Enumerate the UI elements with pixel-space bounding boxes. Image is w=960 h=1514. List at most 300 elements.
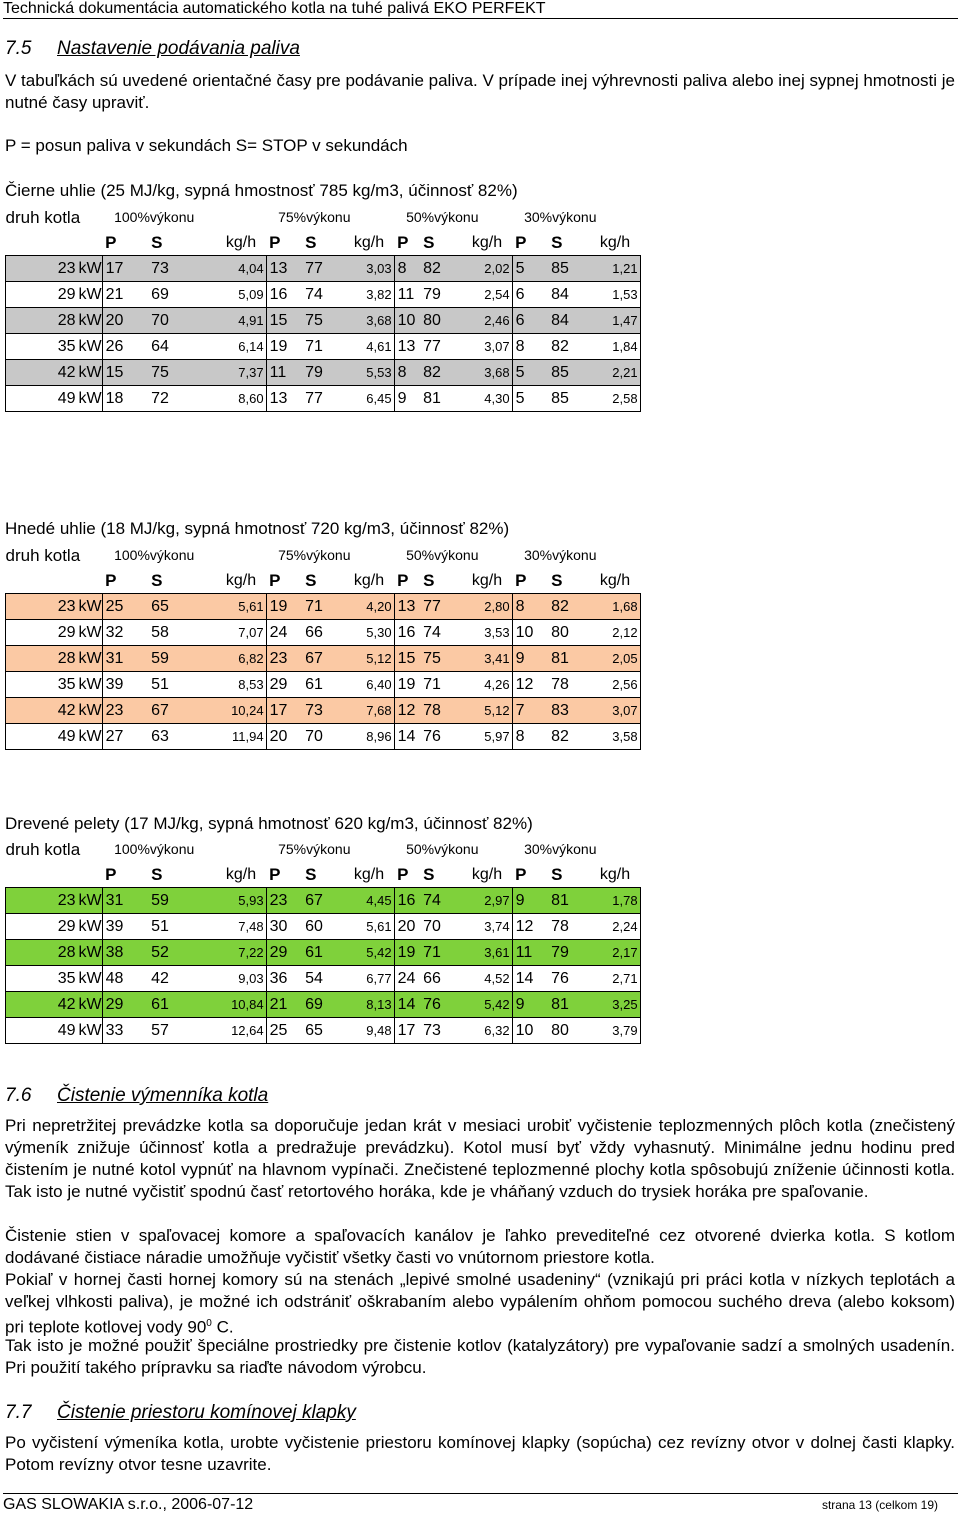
kgh-value: 5,97: [454, 724, 512, 750]
boiler-power-value: 49: [6, 386, 76, 412]
kgh-value: 2,12: [582, 620, 640, 646]
s-value: 42: [148, 966, 186, 992]
kgh-value: 5,53: [336, 360, 394, 386]
p-column-header: P: [269, 865, 281, 884]
p-value: 15: [394, 646, 420, 672]
table-row: [6, 386, 641, 412]
kgh-value: 10,84: [186, 992, 266, 1018]
p-value: 8: [512, 724, 548, 750]
p-value: 16: [394, 888, 420, 914]
p-value: 9: [394, 386, 420, 412]
s-value: 66: [302, 620, 336, 646]
p-value: 20: [394, 914, 420, 940]
p-column-header: P: [269, 571, 281, 590]
s-value: 85: [548, 256, 582, 282]
kgh-value: 8,96: [336, 724, 394, 750]
s-value: 73: [302, 698, 336, 724]
paragraph-7-6-a: Pri nepretržitej prevádzke kotla sa doporučuje jedan krát v mesiaci urobiť vyčistenie teplozmenných plôch kotla (znečistený výmeník znižuje účinnosť kotla a predražuje prevádzku). Kotol musí byť vždy vyhasnutý. Minimálne jednu hodinu pred čistením je nutné kotol vypnúť na hlavnom vypínači. Znečistené teplozmenné plochy kotla spôsobujú zníženie účinnosti kotla. Tak isto je nutné vyčistiť spodnú časť retortového horáka, kde je vháňaný vzduch do trysiek horáka pre spaľovanie.: [5, 1116, 955, 1201]
power-level-label: 30%výkonu: [524, 841, 597, 857]
kgh-column-header: kg/h: [225, 234, 257, 251]
s-value: 71: [302, 334, 336, 360]
kw-unit: kW: [76, 940, 103, 966]
s-column-header: S: [305, 571, 317, 590]
p-value: 20: [102, 308, 148, 334]
kgh-value: 6,14: [186, 334, 266, 360]
p-value: 48: [102, 966, 148, 992]
kgh-column-header: kg/h: [599, 234, 631, 251]
header-row-units: [6, 862, 641, 888]
paragraph-7-6-d: Tak isto je možné použiť špeciálne prostriedky pre čistenie kotlov (katalyzátory) pre vypaľovanie sadzí a smolných usadenín. Pri použití takého prípravku sa riaďte návodom výrobcu.: [5, 1336, 955, 1377]
kgh-value: 5,61: [186, 594, 266, 620]
kgh-value: 1,21: [582, 256, 640, 282]
p-value: 30: [266, 914, 302, 940]
s-value: 76: [420, 724, 454, 750]
kgh-column-header: kg/h: [599, 866, 631, 883]
kgh-value: 1,78: [582, 888, 640, 914]
s-value: 77: [420, 594, 454, 620]
table-row: [6, 724, 641, 750]
p-value: 17: [394, 1018, 420, 1044]
s-value: 75: [420, 646, 454, 672]
p-value: 23: [266, 888, 302, 914]
s-column-header: S: [305, 865, 317, 884]
boiler-power-value: 35: [6, 334, 76, 360]
p-value: 18: [102, 386, 148, 412]
s-value: 78: [548, 914, 582, 940]
s-value: 82: [548, 334, 582, 360]
s-value: 70: [420, 914, 454, 940]
s-value: 80: [420, 308, 454, 334]
section-title: Čistenie výmenníka kotla: [57, 1085, 269, 1106]
power-level-label: 30%výkonu: [524, 209, 597, 225]
p-value: 32: [102, 620, 148, 646]
table-2-title: Hnedé uhlie (18 MJ/kg, sypná hmotnosť 720 kg/m3, účinnosť 82%): [5, 519, 510, 538]
s-value: 76: [548, 966, 582, 992]
kgh-value: 7,68: [336, 698, 394, 724]
s-value: 69: [302, 992, 336, 1018]
table-row: [6, 594, 641, 620]
p-value: 5: [512, 360, 548, 386]
kgh-value: 5,09: [186, 282, 266, 308]
s-column-header: S: [551, 865, 563, 884]
kgh-value: 8,60: [186, 386, 266, 412]
kgh-value: 3,07: [454, 334, 512, 360]
s-column-header: S: [423, 233, 435, 252]
section-7-5-heading: [5, 38, 300, 60]
s-value: 81: [548, 646, 582, 672]
s-column-header: S: [551, 571, 563, 590]
s-value: 73: [420, 1018, 454, 1044]
s-value: 61: [302, 940, 336, 966]
s-value: 74: [302, 282, 336, 308]
p-column-header: P: [515, 233, 527, 252]
legend-line: P = posun paliva v sekundách S= STOP v sekundách: [5, 136, 408, 155]
p-column-header: P: [515, 865, 527, 884]
power-level-label: 75%výkonu: [278, 547, 351, 563]
kgh-value: 4,61: [336, 334, 394, 360]
boiler-power-value: 23: [6, 594, 76, 620]
s-value: 74: [420, 888, 454, 914]
kgh-value: 5,93: [186, 888, 266, 914]
s-value: 79: [302, 360, 336, 386]
footer-page-number: strana 13 (celkom 19): [821, 1498, 938, 1512]
kgh-value: 6,77: [336, 966, 394, 992]
table-row: [6, 282, 641, 308]
boiler-power-value: 29: [6, 620, 76, 646]
p-value: 23: [102, 698, 148, 724]
power-level-label: 75%výkonu: [278, 209, 351, 225]
paragraph-7-6-c: Pokiaľ v hornej časti hornej komory sú na stenách „lepivé smolné usadeniny“ (vznikajú pri práci kotla v nízkych teplotách a veľkej vlhkosti paliva), je možné ich odstrániť oškrabaním alebo vypálením ohňom pomocou suchého dreva (alebo koksom) pri teplote kotlovej vody $90^0$ C.: [5, 1270, 955, 1337]
empty-header-cell: [6, 862, 103, 888]
degree-superscript: 0: [206, 1318, 212, 1329]
paragraph-7-7: Po vyčistení výmeníka kotla, urobte vyčistenie priestoru komínovej klapky (sopúcha) cez revízny otvor v dolnej časti klapky. Potom revízny otvor tesne uzavrite.: [5, 1433, 955, 1474]
kw-unit: kW: [76, 724, 103, 750]
header-row-units: [6, 230, 641, 256]
section-7-7-heading: [5, 1402, 356, 1424]
kgh-value: 3,79: [582, 1018, 640, 1044]
s-value: 82: [420, 360, 454, 386]
kw-unit: kW: [76, 992, 103, 1018]
header-row-power: [6, 543, 641, 568]
kgh-value: 2,24: [582, 914, 640, 940]
kw-unit: kW: [76, 334, 103, 360]
s-value: 71: [302, 594, 336, 620]
s-value: 81: [420, 386, 454, 412]
p-value: 12: [512, 672, 548, 698]
empty-header-cell: [6, 230, 103, 256]
kgh-value: 7,07: [186, 620, 266, 646]
p-value: 25: [102, 594, 148, 620]
page-footer: [3, 1493, 958, 1514]
table-row: [6, 940, 641, 966]
s-value: 65: [148, 594, 186, 620]
s-value: 79: [548, 940, 582, 966]
p-value: 39: [102, 914, 148, 940]
s-value: 85: [548, 386, 582, 412]
table-row: [6, 672, 641, 698]
power-level-label: 50%výkonu: [406, 841, 479, 857]
kgh-column-header: kg/h: [471, 866, 503, 883]
s-value: 70: [148, 308, 186, 334]
p-value: 19: [394, 940, 420, 966]
boiler-power-value: 28: [6, 646, 76, 672]
s-value: 84: [548, 308, 582, 334]
p-value: 6: [512, 282, 548, 308]
s-value: 82: [548, 594, 582, 620]
kw-unit: kW: [76, 308, 103, 334]
kgh-value: 4,26: [454, 672, 512, 698]
kgh-value: 7,37: [186, 360, 266, 386]
s-value: 67: [302, 646, 336, 672]
p-value: 10: [512, 620, 548, 646]
p-column-header: P: [397, 865, 409, 884]
kgh-value: 2,54: [454, 282, 512, 308]
p-column-header: P: [105, 571, 117, 590]
kgh-value: 7,48: [186, 914, 266, 940]
kgh-value: 6,82: [186, 646, 266, 672]
s-value: 76: [420, 992, 454, 1018]
kgh-column-header: kg/h: [225, 866, 257, 883]
kgh-value: 4,45: [336, 888, 394, 914]
p-column-header: P: [397, 233, 409, 252]
s-value: 57: [148, 1018, 186, 1044]
table-row: [6, 646, 641, 672]
kgh-value: 5,61: [336, 914, 394, 940]
kgh-value: 9,48: [336, 1018, 394, 1044]
kgh-column-header: kg/h: [599, 572, 631, 589]
power-level-label: 50%výkonu: [406, 547, 479, 563]
kgh-column-header: kg/h: [471, 234, 503, 251]
kgh-value: 3,68: [336, 308, 394, 334]
druh-kotla-label: druh kotla: [5, 546, 81, 565]
s-value: 63: [148, 724, 186, 750]
p-column-header: P: [105, 865, 117, 884]
table-row: [6, 620, 641, 646]
p-value: 15: [102, 360, 148, 386]
footer-company-date: GAS SLOWAKIA s.r.o., 2006-07-12: [3, 1496, 254, 1513]
power-level-label: 100%výkonu: [114, 841, 195, 857]
kw-unit: kW: [76, 360, 103, 386]
p-value: 13: [266, 386, 302, 412]
p-value: 11: [512, 940, 548, 966]
s-value: 74: [420, 620, 454, 646]
table-row: [6, 966, 641, 992]
p-value: 14: [394, 992, 420, 1018]
s-value: 67: [148, 698, 186, 724]
s-value: 83: [548, 698, 582, 724]
p-value: 17: [102, 256, 148, 282]
kgh-column-header: kg/h: [225, 572, 257, 589]
p-value: 8: [394, 360, 420, 386]
table-row: [6, 698, 641, 724]
p-value: 16: [266, 282, 302, 308]
section-number: 7.5: [5, 38, 32, 59]
boiler-power-value: 42: [6, 698, 76, 724]
table-row: [6, 888, 641, 914]
p-column-header: P: [515, 571, 527, 590]
p-value: 5: [512, 256, 548, 282]
kgh-value: 5,42: [336, 940, 394, 966]
kgh-value: 3,61: [454, 940, 512, 966]
fuel-table-black-coal: [5, 205, 641, 412]
empty-header-cell: [6, 568, 103, 594]
s-column-header: S: [551, 233, 563, 252]
table-row: [6, 914, 641, 940]
section-title: Nastavenie podávania paliva: [57, 38, 300, 59]
s-value: 73: [148, 256, 186, 282]
p-value: 29: [266, 672, 302, 698]
s-value: 51: [148, 914, 186, 940]
s-value: 84: [548, 282, 582, 308]
p-value: 31: [102, 888, 148, 914]
p-value: 39: [102, 672, 148, 698]
kgh-value: 4,04: [186, 256, 266, 282]
kgh-value: 12,64: [186, 1018, 266, 1044]
kgh-value: 1,84: [582, 334, 640, 360]
kgh-value: 3,68: [454, 360, 512, 386]
p-value: 33: [102, 1018, 148, 1044]
kw-unit: kW: [76, 594, 103, 620]
kgh-value: 5,30: [336, 620, 394, 646]
s-value: 81: [548, 888, 582, 914]
s-value: 80: [548, 620, 582, 646]
boiler-power-value: 42: [6, 992, 76, 1018]
power-level-label: 50%výkonu: [406, 209, 479, 225]
kgh-value: 2,80: [454, 594, 512, 620]
kgh-value: 6,45: [336, 386, 394, 412]
p-value: 14: [512, 966, 548, 992]
table-row: [6, 334, 641, 360]
s-value: 59: [148, 646, 186, 672]
s-value: 82: [420, 256, 454, 282]
boiler-power-value: 29: [6, 914, 76, 940]
p-value: 9: [512, 646, 548, 672]
p-column-header: P: [105, 233, 117, 252]
kgh-value: 4,20: [336, 594, 394, 620]
p-value: 6: [512, 308, 548, 334]
kgh-value: 7,22: [186, 940, 266, 966]
table-row: [6, 256, 641, 282]
p-value: 9: [512, 992, 548, 1018]
s-value: 79: [420, 282, 454, 308]
s-column-header: S: [423, 571, 435, 590]
boiler-power-value: 28: [6, 940, 76, 966]
header-row-units: [6, 568, 641, 594]
kgh-value: 8,13: [336, 992, 394, 1018]
p-value: 13: [394, 594, 420, 620]
boiler-power-value: 29: [6, 282, 76, 308]
p-value: 17: [266, 698, 302, 724]
s-value: 66: [420, 966, 454, 992]
s-value: 78: [548, 672, 582, 698]
p-value: 19: [266, 334, 302, 360]
kgh-value: 5,12: [336, 646, 394, 672]
p-value: 27: [102, 724, 148, 750]
kgh-value: 5,42: [454, 992, 512, 1018]
s-value: 77: [302, 256, 336, 282]
kgh-value: 8,53: [186, 672, 266, 698]
kgh-value: 2,71: [582, 966, 640, 992]
s-value: 67: [302, 888, 336, 914]
p-value: 25: [266, 1018, 302, 1044]
paragraph-7-6-b: Čistenie stien v spaľovacej komore a spaľovacích kanálov je ľahko prevediteľné cez otvorené dvierka kotla. S kotlom dodávané čistiace náradie umožňuje vyčistiť všetky časti vo vnútornom priestore kotla.: [5, 1226, 955, 1267]
s-value: 78: [420, 698, 454, 724]
kgh-value: 1,47: [582, 308, 640, 334]
kgh-value: 3,25: [582, 992, 640, 1018]
s-column-header: S: [305, 233, 317, 252]
s-value: 70: [302, 724, 336, 750]
p-value: 9: [512, 888, 548, 914]
power-level-label: 75%výkonu: [278, 841, 351, 857]
s-value: 61: [302, 672, 336, 698]
p-value: 21: [102, 282, 148, 308]
p-value: 19: [394, 672, 420, 698]
page-header: Technická dokumentácia automatického kotla na tuhé palivá EKO PERFEKT: [3, 0, 958, 19]
s-value: 75: [148, 360, 186, 386]
p-value: 29: [102, 992, 148, 1018]
kgh-value: 2,21: [582, 360, 640, 386]
p-value: 26: [102, 334, 148, 360]
section-title: Čistenie priestoru komínovej klapky: [57, 1402, 356, 1423]
s-value: 61: [148, 992, 186, 1018]
kgh-value: 4,91: [186, 308, 266, 334]
header-row-power: [6, 837, 641, 862]
kgh-column-header: kg/h: [353, 234, 385, 251]
kgh-value: 1,68: [582, 594, 640, 620]
kgh-value: 2,97: [454, 888, 512, 914]
s-value: 71: [420, 672, 454, 698]
s-value: 64: [148, 334, 186, 360]
kgh-value: 3,58: [582, 724, 640, 750]
p-value: 10: [512, 1018, 548, 1044]
boiler-power-value: 42: [6, 360, 76, 386]
p-value: 38: [102, 940, 148, 966]
druh-kotla-label: druh kotla: [5, 208, 81, 227]
p-value: 11: [266, 360, 302, 386]
kgh-value: 3,74: [454, 914, 512, 940]
kw-unit: kW: [76, 672, 103, 698]
p-value: 7: [512, 698, 548, 724]
kgh-value: 9,03: [186, 966, 266, 992]
boiler-power-value: 35: [6, 672, 76, 698]
kgh-value: 4,30: [454, 386, 512, 412]
boiler-power-value: 49: [6, 1018, 76, 1044]
boiler-power-value: 49: [6, 724, 76, 750]
power-level-label: 30%výkonu: [524, 547, 597, 563]
table-row: [6, 308, 641, 334]
s-value: 82: [548, 724, 582, 750]
p-column-header: P: [269, 233, 281, 252]
boiler-power-value: 23: [6, 256, 76, 282]
fuel-table-wood-pellets: [5, 837, 641, 1044]
s-value: 52: [148, 940, 186, 966]
s-value: 58: [148, 620, 186, 646]
p-value: 10: [394, 308, 420, 334]
s-column-header: S: [151, 571, 163, 590]
kgh-value: 6,32: [454, 1018, 512, 1044]
kgh-value: 5,12: [454, 698, 512, 724]
kw-unit: kW: [76, 646, 103, 672]
section-7-6-heading: [5, 1085, 268, 1107]
kw-unit: kW: [76, 620, 103, 646]
druh-kotla-label: druh kotla: [5, 840, 81, 859]
kgh-value: 3,03: [336, 256, 394, 282]
s-value: 80: [548, 1018, 582, 1044]
p-value: 31: [102, 646, 148, 672]
s-value: 69: [148, 282, 186, 308]
kgh-value: 11,94: [186, 724, 266, 750]
s-value: 72: [148, 386, 186, 412]
header-row-power: [6, 205, 641, 230]
power-level-label: 100%výkonu: [114, 209, 195, 225]
table-1-title: Čierne uhlie (25 MJ/kg, sypná hmostnosť 785 kg/m3, účinnosť 82%): [5, 181, 518, 200]
p-value: 24: [266, 620, 302, 646]
p-value: 23: [266, 646, 302, 672]
table-row: [6, 1018, 641, 1044]
s-value: 85: [548, 360, 582, 386]
p-value: 36: [266, 966, 302, 992]
kgh-value: 3,41: [454, 646, 512, 672]
kgh-column-header: kg/h: [471, 572, 503, 589]
p-value: 21: [266, 992, 302, 1018]
fuel-table-brown-coal: [5, 543, 641, 750]
section-number: 7.6: [5, 1085, 32, 1106]
kgh-value: 1,53: [582, 282, 640, 308]
table-row: [6, 992, 641, 1018]
p-value: 8: [394, 256, 420, 282]
s-value: 51: [148, 672, 186, 698]
kw-unit: kW: [76, 282, 103, 308]
